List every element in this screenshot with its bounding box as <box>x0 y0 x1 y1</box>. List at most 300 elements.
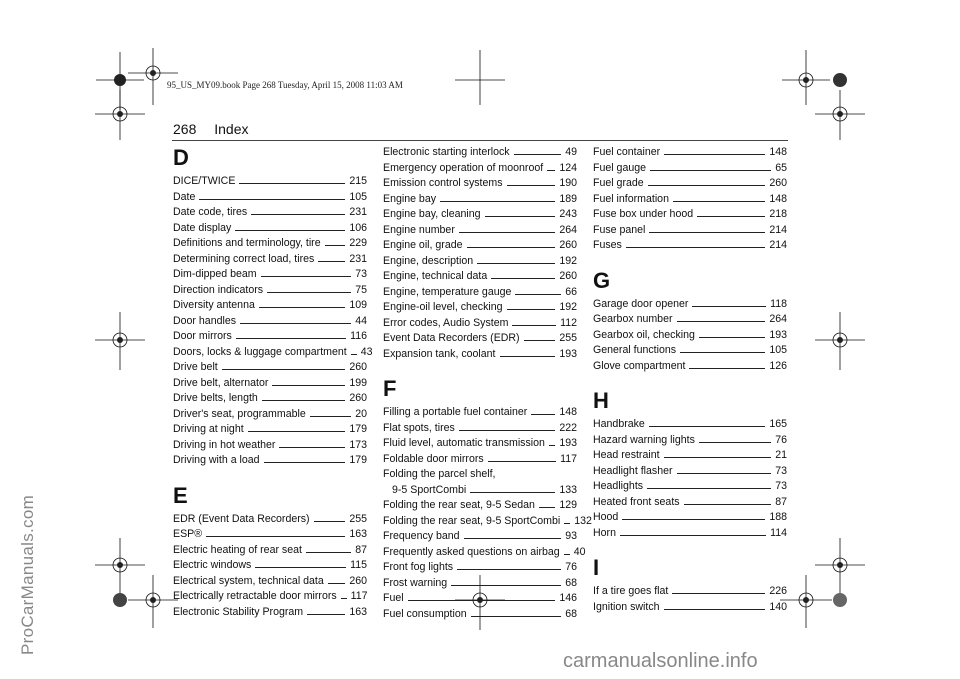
index-column-1 <box>173 145 373 634</box>
entry-text: If a tire goes flat <box>593 585 669 597</box>
section-letter: I <box>593 555 600 580</box>
dot-leader <box>664 449 772 458</box>
index-entry[interactable] <box>173 605 367 621</box>
index-entry[interactable] <box>383 176 577 192</box>
page-ref: 44 <box>355 314 367 327</box>
entry-text: Electrical system, technical data <box>173 574 324 587</box>
index-entry[interactable] <box>593 223 787 239</box>
entry-text: Fuel information <box>593 192 669 205</box>
index-entry[interactable] <box>593 600 787 616</box>
index-entry[interactable] <box>383 269 577 285</box>
dot-leader <box>664 146 765 155</box>
dot-leader <box>697 208 765 217</box>
page-ref: 133 <box>559 483 577 496</box>
page-ref: 226 <box>769 585 787 597</box>
entry-text: Date display <box>173 221 232 234</box>
dot-leader <box>620 527 766 536</box>
page-ref: 87 <box>355 543 367 556</box>
dot-leader <box>279 439 345 448</box>
entry-text: Garage door opener <box>593 297 689 310</box>
entry-text: Fuel <box>383 592 404 604</box>
page-heading <box>173 121 263 137</box>
index-section <box>383 376 592 622</box>
index-entry[interactable] <box>593 495 787 511</box>
page-ref: 65 <box>775 161 787 174</box>
entry-text: Driver's seat, programmable <box>173 407 306 420</box>
entry-text: Error codes, Audio System <box>383 316 509 329</box>
entry-text: Head restraint <box>593 449 660 461</box>
index-entry[interactable] <box>593 526 787 542</box>
dot-leader <box>699 434 771 443</box>
page-ref: 215 <box>349 175 367 187</box>
dot-leader <box>440 193 555 202</box>
page-ref: 199 <box>349 376 367 389</box>
index-entry[interactable] <box>593 312 787 328</box>
entry-text: Frequently asked questions on airbag <box>383 545 560 558</box>
index-entry[interactable] <box>593 238 787 254</box>
index-entry[interactable] <box>593 433 787 449</box>
page-ref: 173 <box>349 438 367 451</box>
dot-leader <box>684 496 772 505</box>
entry-text: Dim-dipped beam <box>173 268 257 280</box>
entry-text: Engine-oil level, checking <box>383 301 503 313</box>
dot-leader <box>251 206 345 215</box>
section-letter: G <box>593 267 611 293</box>
entry-text: Fluid level, automatic transmission <box>383 437 545 449</box>
index-entry[interactable] <box>383 591 577 607</box>
dot-leader <box>467 239 556 248</box>
dot-leader <box>507 301 556 310</box>
index-entry[interactable] <box>383 498 577 514</box>
index-entry[interactable] <box>173 543 367 559</box>
index-section <box>593 145 787 254</box>
entry-text: EDR (Event Data Recorders) <box>173 512 310 525</box>
page-ref: 132 <box>574 514 592 527</box>
entry-text: Direction indicators <box>173 283 264 296</box>
entry-text: General functions <box>593 344 677 356</box>
page-number: 268 <box>173 121 197 137</box>
page-ref: 214 <box>769 239 787 251</box>
page-ref: 148 <box>769 146 787 158</box>
page-ref: 112 <box>560 316 577 329</box>
page-ref: 118 <box>770 297 787 310</box>
entry-text: Glove compartment <box>593 359 686 372</box>
page-ref: 115 <box>350 559 367 571</box>
index-column-2 <box>383 145 592 636</box>
page-ref: 193 <box>559 347 577 360</box>
entry-text: Engine, description <box>383 254 474 267</box>
page-ref: 260 <box>559 270 577 282</box>
index-entry[interactable] <box>173 345 373 361</box>
dot-leader <box>255 559 346 568</box>
dot-leader <box>235 222 345 231</box>
dot-leader <box>531 406 555 415</box>
page-ref: 116 <box>350 330 367 342</box>
entry-text: Frost warning <box>383 576 448 589</box>
index-entry[interactable] <box>383 421 577 437</box>
page-ref: 20 <box>355 407 367 420</box>
index-entry[interactable] <box>383 254 577 270</box>
section-letter: D <box>173 145 189 170</box>
dot-leader <box>680 344 765 353</box>
index-entry[interactable] <box>383 529 577 545</box>
index-entry[interactable] <box>593 343 787 359</box>
dot-leader <box>648 177 766 186</box>
index-entry[interactable] <box>173 422 367 438</box>
page-ref: 255 <box>559 332 577 344</box>
dot-leader <box>459 224 555 233</box>
entry-text: ESP® <box>173 528 203 540</box>
entry-text: Emission control systems <box>383 177 503 189</box>
page-ref: 73 <box>355 268 367 280</box>
index-entry[interactable] <box>383 405 577 421</box>
page-ref: 255 <box>349 512 367 525</box>
dot-leader <box>689 360 765 369</box>
index-entry[interactable] <box>173 391 367 407</box>
index-entry[interactable] <box>383 545 586 561</box>
dot-leader <box>649 418 765 427</box>
dot-leader <box>239 175 345 184</box>
index-entry[interactable] <box>383 161 577 177</box>
dot-leader <box>564 546 570 555</box>
index-entry[interactable] <box>173 329 367 345</box>
page-ref: 222 <box>559 421 577 434</box>
entry-text: Date code, tires <box>173 206 248 218</box>
dot-leader <box>626 239 765 248</box>
dot-leader <box>240 315 351 324</box>
page-ref: 76 <box>775 433 787 446</box>
dot-leader <box>622 511 765 520</box>
dot-leader <box>459 422 555 431</box>
dot-leader <box>306 544 351 553</box>
index-entry[interactable] <box>593 448 787 464</box>
page-ref: 148 <box>769 192 787 205</box>
dot-leader <box>314 513 346 522</box>
page-ref: 193 <box>769 328 787 341</box>
index-entry[interactable] <box>173 558 367 574</box>
index-entry[interactable] <box>173 252 367 268</box>
index-entry[interactable] <box>593 192 787 208</box>
entry-text: Fuses <box>593 239 622 251</box>
index-section <box>173 145 373 469</box>
dot-leader <box>664 601 766 610</box>
dot-leader <box>539 499 555 508</box>
page-ref: 163 <box>349 528 367 540</box>
page-ref: 87 <box>775 495 787 508</box>
entry-text: 9-5 SportCombi <box>392 483 467 496</box>
entry-text: Electric windows <box>173 559 252 571</box>
entry-text: Flat spots, tires <box>383 421 455 434</box>
dot-leader <box>500 348 556 357</box>
index-entry[interactable] <box>173 574 367 590</box>
index-entry[interactable] <box>593 207 787 223</box>
index-entry[interactable] <box>383 331 577 347</box>
index-entry[interactable] <box>383 607 577 623</box>
page-ref: 73 <box>775 480 787 492</box>
section-letter: F <box>383 376 397 401</box>
entry-text: Driving with a load <box>173 454 260 466</box>
index-section <box>593 268 787 375</box>
page-ref: 66 <box>565 285 577 298</box>
index-entry[interactable] <box>593 176 787 192</box>
index-entry[interactable] <box>593 161 787 177</box>
page-ref: 40 <box>573 545 586 558</box>
dot-leader <box>248 423 346 432</box>
index-section <box>173 483 367 621</box>
page-ref: 189 <box>559 192 577 205</box>
entry-text: Engine, temperature gauge <box>383 285 512 298</box>
index-entry[interactable] <box>383 436 577 452</box>
entry-text: Foldable door mirrors <box>383 452 484 465</box>
entry-text: Frequency band <box>383 530 460 542</box>
index-entry[interactable] <box>383 285 577 301</box>
dot-leader <box>677 313 766 322</box>
dot-leader <box>514 146 562 155</box>
book-header: 95_US_MY09.book Page 268 Tuesday, April 15, 2008 11:03 AM <box>167 80 403 90</box>
dot-leader <box>485 208 556 217</box>
index-entry[interactable] <box>593 328 787 344</box>
dot-leader <box>547 162 555 171</box>
index-entry[interactable] <box>173 190 367 206</box>
entry-text: Folding the rear seat, 9-5 Sedan <box>383 499 535 511</box>
page-ref: 264 <box>559 223 577 236</box>
dot-leader <box>464 530 562 539</box>
index-column-3 <box>593 145 787 629</box>
header-rule <box>172 140 788 141</box>
page-ref: 146 <box>559 592 577 604</box>
entry-text: Fuse panel <box>593 223 646 236</box>
index-section <box>593 388 787 541</box>
dot-leader <box>351 346 357 355</box>
page-ref: 260 <box>349 361 367 373</box>
index-entry[interactable] <box>173 298 367 314</box>
dot-leader <box>672 585 765 594</box>
dot-leader <box>647 480 771 489</box>
dot-leader <box>199 191 345 200</box>
index-entry[interactable] <box>593 297 787 313</box>
entry-text: Electric heating of rear seat <box>173 543 302 556</box>
page-ref: 231 <box>349 252 367 265</box>
page-ref: 163 <box>349 605 367 618</box>
dot-leader <box>222 361 346 370</box>
index-entry[interactable] <box>383 576 577 592</box>
index-entry[interactable] <box>383 514 592 530</box>
page-ref: 165 <box>769 418 787 430</box>
entry-text: Filling a portable fuel container <box>383 406 528 418</box>
page-ref: 179 <box>349 423 367 435</box>
index-entry[interactable] <box>173 314 367 330</box>
index-entry[interactable] <box>173 438 367 454</box>
section-letter: E <box>173 482 188 508</box>
dot-leader <box>310 408 351 417</box>
dot-leader <box>272 377 345 386</box>
entry-text: Doors, locks & luggage compartment <box>173 345 347 358</box>
entry-text: Handbrake <box>593 418 645 430</box>
index-entry[interactable] <box>383 467 577 498</box>
index-entry[interactable] <box>593 359 787 375</box>
entry-text: DICE/TWICE <box>173 175 236 187</box>
dot-leader <box>488 453 556 462</box>
dot-leader <box>451 577 561 586</box>
dot-leader <box>236 330 346 339</box>
index-entry[interactable] <box>173 589 367 605</box>
entry-text: Folding the rear seat, 9-5 SportCombi <box>383 514 561 527</box>
entry-text: Engine bay <box>383 192 437 205</box>
index-entry[interactable] <box>173 267 367 283</box>
entry-text: Drive belt <box>173 361 218 373</box>
entry-text: Electronic starting interlock <box>383 146 510 158</box>
page-ref: 214 <box>769 223 787 236</box>
watermark-bottom: carmanualsonline.info <box>563 650 758 672</box>
index-entry[interactable] <box>593 584 787 600</box>
entry-text: Hood <box>593 511 619 523</box>
page-ref: 109 <box>349 299 367 311</box>
entry-text: Electrically retractable door mirrors <box>173 590 337 602</box>
page-ref: 105 <box>769 344 787 356</box>
page-ref: 192 <box>559 301 577 313</box>
page-ref: 117 <box>350 590 368 602</box>
page-ref: 193 <box>559 437 577 449</box>
index-entry[interactable] <box>173 376 367 392</box>
dot-leader <box>699 329 765 338</box>
index-entry[interactable] <box>383 452 577 468</box>
entry-text: Fuel gauge <box>593 161 647 174</box>
entry-text: Expansion tank, coolant <box>383 347 496 360</box>
page-ref: 260 <box>769 177 787 189</box>
dot-leader <box>262 392 346 401</box>
entry-text: Emergency operation of moonroof <box>383 161 544 174</box>
page-ref: 260 <box>349 574 367 587</box>
index-section <box>593 555 787 615</box>
index-entry[interactable] <box>173 527 367 543</box>
dot-leader <box>564 515 570 524</box>
page-ref: 68 <box>565 576 577 589</box>
index-entry[interactable] <box>173 221 367 237</box>
dot-leader <box>471 608 562 617</box>
index-entry[interactable] <box>383 347 577 363</box>
dot-leader <box>507 177 556 186</box>
entry-text: Fuel grade <box>593 177 644 189</box>
entry-text: Driving at night <box>173 423 244 435</box>
page-ref: 190 <box>559 177 577 189</box>
dot-leader <box>649 224 765 233</box>
page-ref: 76 <box>565 561 577 573</box>
index-entry[interactable] <box>383 207 577 223</box>
page-ref: 260 <box>349 392 367 404</box>
index-entry[interactable] <box>173 512 367 528</box>
index-entry[interactable] <box>383 300 577 316</box>
entry-text: Fuel consumption <box>383 607 467 620</box>
page-ref: 105 <box>349 190 367 203</box>
dot-leader <box>408 592 556 601</box>
index-entry[interactable] <box>173 174 367 190</box>
index-entry[interactable] <box>173 205 367 221</box>
entry-text: Headlights <box>593 480 644 492</box>
index-entry[interactable] <box>383 238 577 254</box>
entry-text: Horn <box>593 526 616 539</box>
page-title: Index <box>214 121 249 137</box>
dot-leader <box>261 268 352 277</box>
entry-text: Date <box>173 190 196 203</box>
page-ref: 231 <box>349 206 367 218</box>
dot-leader <box>677 465 772 474</box>
entry-text: Headlight flasher <box>593 464 673 477</box>
entry-text: Engine oil, grade <box>383 239 463 251</box>
dot-leader <box>491 270 555 279</box>
page-ref: 126 <box>769 359 787 372</box>
index-entry[interactable] <box>173 283 367 299</box>
dot-leader <box>341 590 347 599</box>
page-ref: 93 <box>565 530 577 542</box>
entry-text: Driving in hot weather <box>173 438 276 451</box>
page-ref: 106 <box>349 221 367 234</box>
page-ref: 218 <box>769 208 787 220</box>
entry-text: Fuse box under hood <box>593 208 694 220</box>
entry-text: Event Data Recorders (EDR) <box>383 332 520 344</box>
page-ref: 188 <box>769 511 787 523</box>
page-ref: 192 <box>559 254 577 267</box>
entry-text: Engine, technical data <box>383 270 488 282</box>
page-ref: 114 <box>770 526 787 539</box>
index-entry[interactable] <box>173 453 367 469</box>
entry-text: Drive belts, length <box>173 392 258 404</box>
entry-continuation <box>383 483 577 499</box>
index-entry[interactable] <box>173 407 367 423</box>
dot-leader <box>206 528 345 537</box>
index-entry[interactable] <box>383 316 577 332</box>
entry-text: Fuel container <box>593 146 661 158</box>
index-entry[interactable] <box>593 417 787 433</box>
dot-leader <box>307 606 345 615</box>
index-entry[interactable] <box>383 192 577 208</box>
entry-text: Front fog lights <box>383 561 454 573</box>
dot-leader <box>470 484 555 493</box>
dot-leader <box>650 162 771 171</box>
page-ref: 117 <box>560 452 577 465</box>
watermark-left: ProCarManuals.com <box>18 494 37 655</box>
dot-leader <box>673 193 765 202</box>
index-entry[interactable] <box>383 223 577 239</box>
index-entry[interactable] <box>593 510 787 526</box>
dot-leader <box>328 575 346 584</box>
entry-text: Gearbox oil, checking <box>593 328 695 341</box>
index-entry[interactable] <box>173 236 367 252</box>
index-entry[interactable] <box>173 360 367 376</box>
index-entry[interactable] <box>383 560 577 576</box>
page-ref: 124 <box>559 161 577 174</box>
entry-text: Door mirrors <box>173 330 232 342</box>
index-entry[interactable] <box>593 145 787 161</box>
entry-text: Hazard warning lights <box>593 433 695 446</box>
page-ref: 49 <box>565 146 577 158</box>
dot-leader <box>692 298 766 307</box>
section-letter: H <box>593 388 609 413</box>
entry-text: Folding the parcel shelf, <box>383 468 496 480</box>
entry-text: Drive belt, alternator <box>173 376 269 389</box>
index-entry[interactable] <box>593 464 787 480</box>
index-entry[interactable] <box>383 145 577 161</box>
page-ref: 243 <box>559 208 577 220</box>
index-entry[interactable] <box>593 479 787 495</box>
dot-leader <box>325 237 346 246</box>
page-ref: 43 <box>360 345 373 358</box>
page-ref: 73 <box>775 464 787 477</box>
dot-leader <box>524 332 556 341</box>
dot-leader <box>515 286 561 295</box>
dot-leader <box>512 317 556 326</box>
dot-leader <box>457 561 561 570</box>
entry-text: Engine number <box>383 223 455 236</box>
